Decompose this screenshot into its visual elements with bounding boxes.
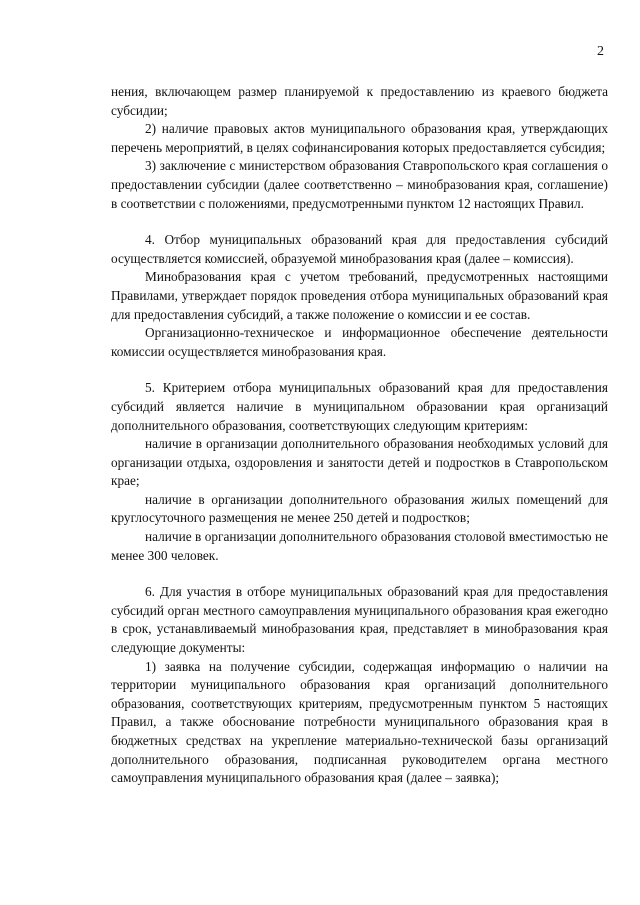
paragraph-section-4-procedure: Минобразования края с учетом требований, предусмотренных настоящими Правилами, утверждает порядок проведения отбора муниципальных образований края для предоставления субсидий, а также положение о комиссии и ее состав. — [111, 269, 608, 322]
paragraph-section-5: 5. Критерием отбора муниципальных образований края для предоставления субсидий является наличие в муниципальном образовании края организаций дополнительного образования, соответствующих следующим критериям: — [111, 380, 608, 433]
paragraph-criterion-3: наличие в организации дополнительного образования столовой вместимостью не менее 300 человек. — [111, 529, 608, 563]
paragraph-section-4-support: Организационно-техническое и информационное обеспечение деятельности комиссии осуществляется минобразования края. — [111, 325, 608, 359]
page-number: 2 — [597, 44, 604, 59]
paragraph-criterion-2: наличие в организации дополнительного образования жилых помещений для круглосуточного размещения не менее 250 детей и подростков; — [111, 491, 608, 526]
paragraph-document-1: 1) заявка на получение субсидии, содержащая информацию о наличии на территории муниципального образования края организаций дополнительного образования, соответствующих критериям, предусмотренным пунктом 5 настоящих Правил, а также обоснование потребности муниципального образования края в бюджетных средствах на укрепление материально-технической базы организаций дополнительного образования, подписанная руководителем органа местного самоуправления муниципального образования края (далее – заявка); — [111, 658, 608, 786]
paragraph-item-3: 3) заключение с министерством образования Ставропольского края соглашения о предоставлении субсидии (далее соответственно – минобразования края, соглашение) в соответствии с положениями, предусмотренными пунктом 12 настоящих Правил. — [111, 158, 608, 211]
paragraph-section-4: 4. Отбор муниципальных образований края для предоставления субсидий осуществляется комиссией, образуемой минобразования края (далее – комиссия). — [111, 232, 608, 266]
paragraph-criterion-1: наличие в организации дополнительного образования необходимых условий для организации отдыха, оздоровления и занятости детей и подростков в Ставропольском крае; — [111, 436, 608, 489]
document-body — [111, 83, 608, 788]
paragraph-continuation: нения, включающем размер планируемой к предоставлению из краевого бюджета субсидии; — [111, 84, 608, 118]
paragraph-section-6: 6. Для участия в отборе муниципальных образований края для предоставления субсидий орган местного самоуправления муниципального образования края ежегодно в срок, устанавливаемый минобразования края, представляет в минобразования края следующие документы: — [111, 584, 608, 656]
paragraph-item-2: 2) наличие правовых актов муниципального образования края, утверждающих перечень мероприятий, в целях софинансирования которых предоставляется субсидия; — [111, 121, 608, 155]
